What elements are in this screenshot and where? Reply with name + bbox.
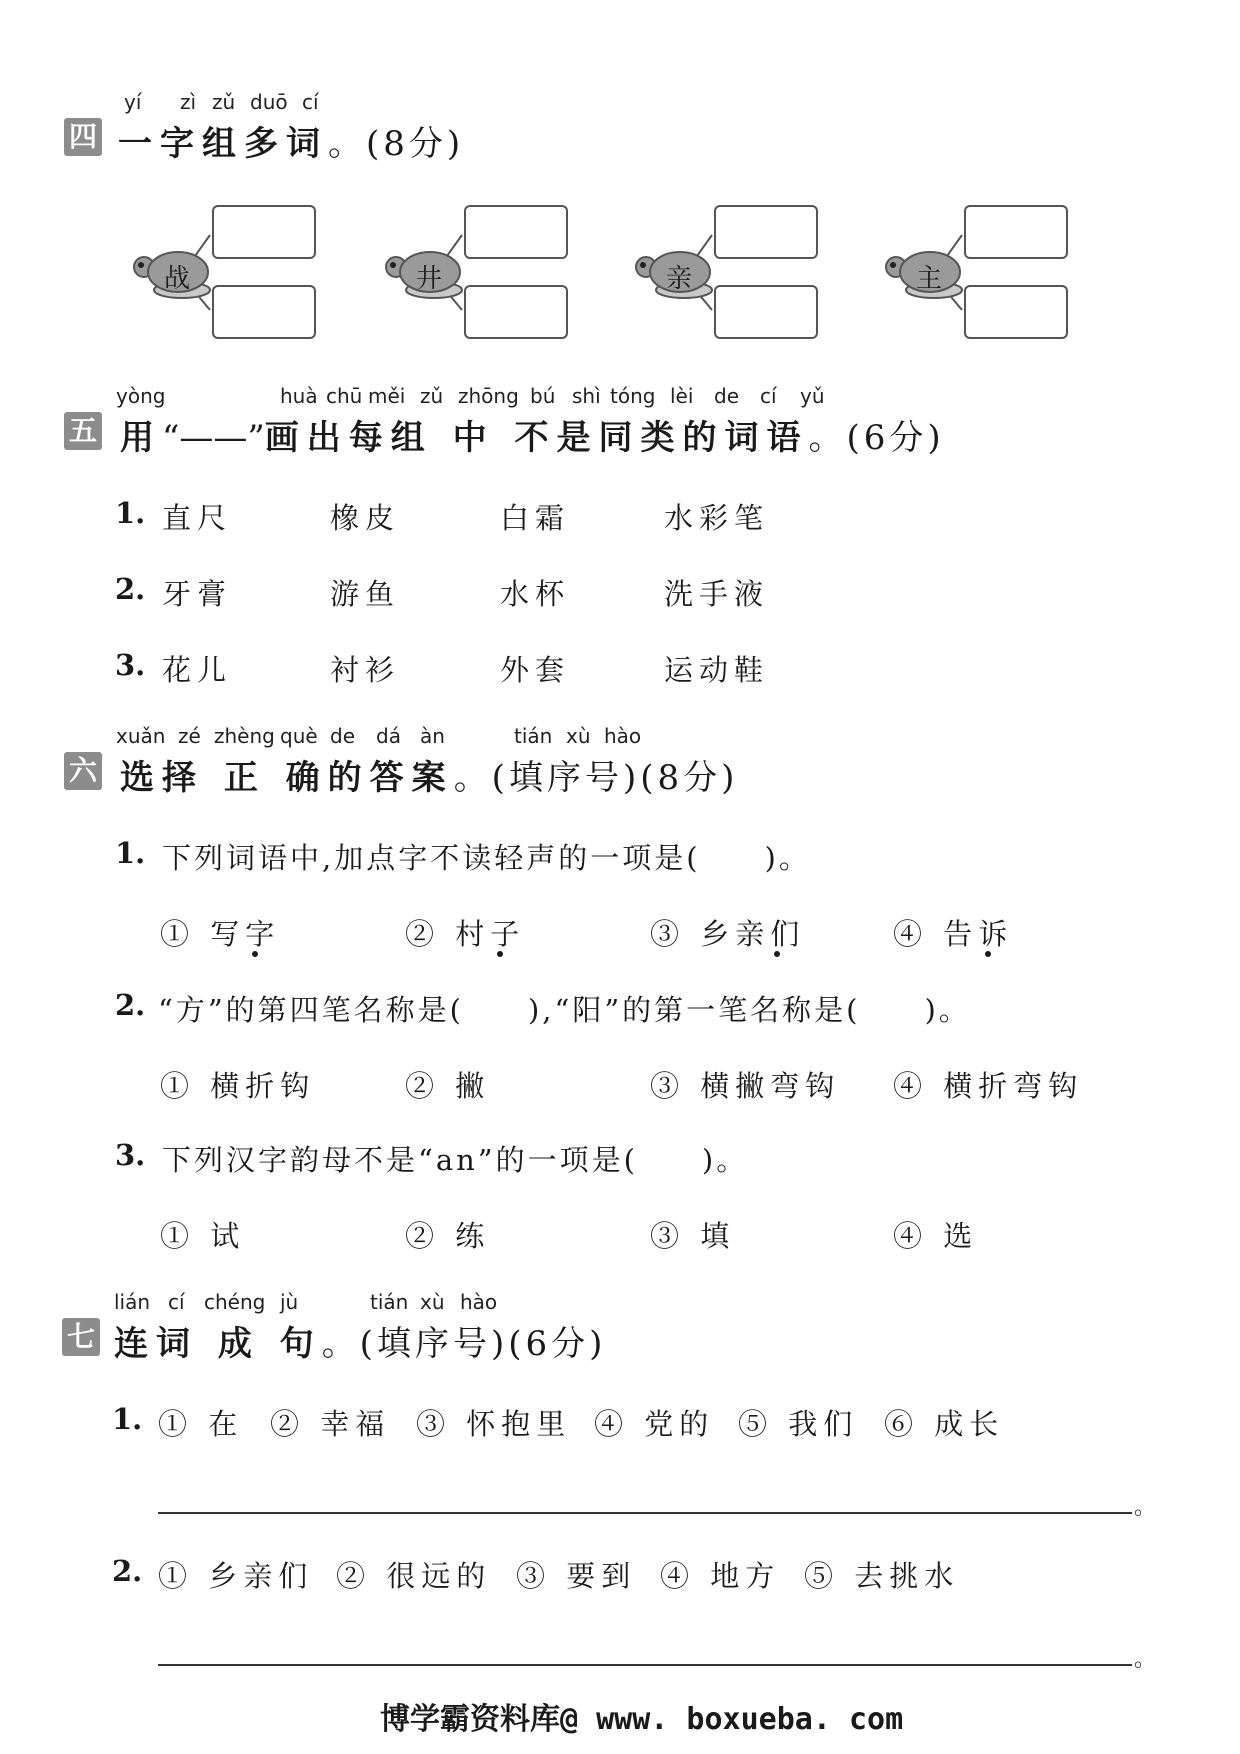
pinyin: zhèng bbox=[214, 724, 275, 748]
word[interactable]: 外套 bbox=[500, 653, 571, 687]
answer-box[interactable] bbox=[464, 205, 568, 259]
word[interactable]: 游鱼 bbox=[330, 577, 401, 611]
pinyin: huà bbox=[280, 384, 318, 408]
option[interactable]: ① 试 bbox=[160, 1219, 246, 1253]
word[interactable]: 白霜 bbox=[500, 501, 571, 535]
pinyin: zǔ bbox=[212, 90, 236, 114]
turtle-char: 亲 bbox=[666, 264, 693, 294]
emphasis-dot bbox=[774, 951, 780, 957]
section-badge: 七 bbox=[62, 1318, 100, 1356]
pinyin: yí bbox=[124, 90, 142, 114]
option[interactable]: ① 写字 bbox=[160, 917, 281, 951]
answer-box[interactable] bbox=[212, 285, 316, 339]
pinyin: duō bbox=[250, 90, 288, 114]
pinyin: xù bbox=[566, 724, 591, 748]
question-text: 下列词语中,加点字不读轻声的一项是( )。 bbox=[162, 841, 811, 875]
answer-line[interactable] bbox=[158, 1512, 1132, 1514]
emphasis-dot bbox=[985, 951, 991, 957]
answer-line[interactable] bbox=[158, 1664, 1132, 1666]
word-chip: ④ 地方 bbox=[660, 1559, 781, 1593]
option[interactable]: ① 横折钩 bbox=[160, 1069, 316, 1103]
word-chip: ⑤ 我们 bbox=[738, 1407, 859, 1441]
answer-box[interactable] bbox=[212, 205, 316, 259]
pinyin: xuǎn bbox=[116, 724, 166, 748]
pinyin: chū bbox=[326, 384, 363, 408]
answer-box[interactable] bbox=[714, 285, 818, 339]
pinyin: jù bbox=[280, 1290, 299, 1314]
section-badge: 四 bbox=[64, 118, 102, 156]
pinyin: zhōng bbox=[458, 384, 519, 408]
pinyin: bú bbox=[530, 384, 556, 408]
turtle-char: 主 bbox=[916, 264, 943, 294]
pinyin: cí bbox=[760, 384, 777, 408]
turtle-char: 战 bbox=[164, 264, 191, 294]
word[interactable]: 运动鞋 bbox=[664, 653, 770, 687]
pinyin: yǔ bbox=[800, 384, 825, 408]
word-chip: ③ 要到 bbox=[516, 1559, 637, 1593]
section-title: 选择 正 确的答案。(填序号)(8分) bbox=[120, 758, 739, 798]
pinyin: tián bbox=[514, 724, 553, 748]
pinyin: chéng bbox=[204, 1290, 266, 1314]
word-chip: ① 在 bbox=[158, 1407, 244, 1441]
option[interactable]: ② 撇 bbox=[405, 1069, 491, 1103]
emphasis-dot bbox=[252, 951, 258, 957]
answer-box[interactable] bbox=[964, 205, 1068, 259]
section-title: 连词 成 句。(填序号)(6分) bbox=[114, 1324, 607, 1364]
section-title: 一字组多词。(8分) bbox=[118, 124, 465, 164]
word[interactable]: 花儿 bbox=[162, 653, 233, 687]
pinyin: tóng bbox=[610, 384, 656, 408]
word[interactable]: 水彩笔 bbox=[664, 501, 770, 535]
emphasis-dot bbox=[497, 951, 503, 957]
word-chip: ⑥ 成长 bbox=[884, 1407, 1005, 1441]
word-chip: ② 很远的 bbox=[336, 1559, 492, 1593]
word-chip: ⑤ 去挑水 bbox=[804, 1559, 960, 1593]
question-text: 下列汉字韵母不是“an”的一项是( )。 bbox=[162, 1143, 749, 1177]
option[interactable]: ④ 告诉 bbox=[893, 917, 1014, 951]
option[interactable]: ③ 乡亲们 bbox=[650, 917, 806, 951]
pinyin: de bbox=[714, 384, 739, 408]
pinyin: měi bbox=[368, 384, 406, 408]
pinyin: xù bbox=[420, 1290, 445, 1314]
answer-box[interactable] bbox=[714, 205, 818, 259]
pinyin: hào bbox=[460, 1290, 498, 1314]
word[interactable]: 洗手液 bbox=[664, 577, 770, 611]
pinyin: de bbox=[330, 724, 355, 748]
section-badge: 五 bbox=[64, 412, 102, 450]
option[interactable]: ③ 横撇弯钩 bbox=[650, 1069, 841, 1103]
question-text: “方”的第四笔名称是( ),“阳”的第一笔名称是( )。 bbox=[158, 993, 971, 1027]
period: 。 bbox=[1134, 1495, 1157, 1520]
section-title: 用“——”画出每组 中 不是同类的词语。(6分) bbox=[120, 418, 945, 458]
pinyin: yòng bbox=[116, 384, 166, 408]
pinyin: hào bbox=[604, 724, 642, 748]
turtle-char: 井 bbox=[416, 264, 443, 294]
pinyin: què bbox=[280, 724, 318, 748]
option[interactable]: ③ 填 bbox=[650, 1219, 736, 1253]
pinyin: shì bbox=[572, 384, 601, 408]
word-chip: ① 乡亲们 bbox=[158, 1559, 314, 1593]
word-chip: ④ 党的 bbox=[594, 1407, 715, 1441]
pinyin: zé bbox=[178, 724, 201, 748]
pinyin: lián bbox=[114, 1290, 151, 1314]
option[interactable]: ② 练 bbox=[405, 1219, 491, 1253]
section-badge: 六 bbox=[64, 752, 102, 790]
pinyin: cí bbox=[302, 90, 319, 114]
word[interactable]: 衬衫 bbox=[330, 653, 401, 687]
pinyin: zǔ bbox=[420, 384, 444, 408]
word[interactable]: 橡皮 bbox=[330, 501, 401, 535]
answer-box[interactable] bbox=[964, 285, 1068, 339]
pinyin: àn bbox=[420, 724, 445, 748]
pinyin: dá bbox=[376, 724, 401, 748]
word-chip: ② 幸福 bbox=[270, 1407, 391, 1441]
word[interactable]: 牙膏 bbox=[162, 577, 233, 611]
option[interactable]: ④ 横折弯钩 bbox=[893, 1069, 1084, 1103]
period: 。 bbox=[1134, 1647, 1157, 1672]
footer-watermark: 博学霸资料库@ www. boxueba. com bbox=[380, 1702, 904, 1737]
word[interactable]: 直尺 bbox=[162, 501, 233, 535]
pinyin: tián bbox=[370, 1290, 409, 1314]
word-chip: ③ 怀抱里 bbox=[416, 1407, 572, 1441]
pinyin: lèi bbox=[670, 384, 694, 408]
option[interactable]: ④ 选 bbox=[893, 1219, 979, 1253]
option[interactable]: ② 村子 bbox=[405, 917, 526, 951]
pinyin: zì bbox=[180, 90, 197, 114]
answer-box[interactable] bbox=[464, 285, 568, 339]
word[interactable]: 水杯 bbox=[500, 577, 571, 611]
pinyin: cí bbox=[168, 1290, 185, 1314]
